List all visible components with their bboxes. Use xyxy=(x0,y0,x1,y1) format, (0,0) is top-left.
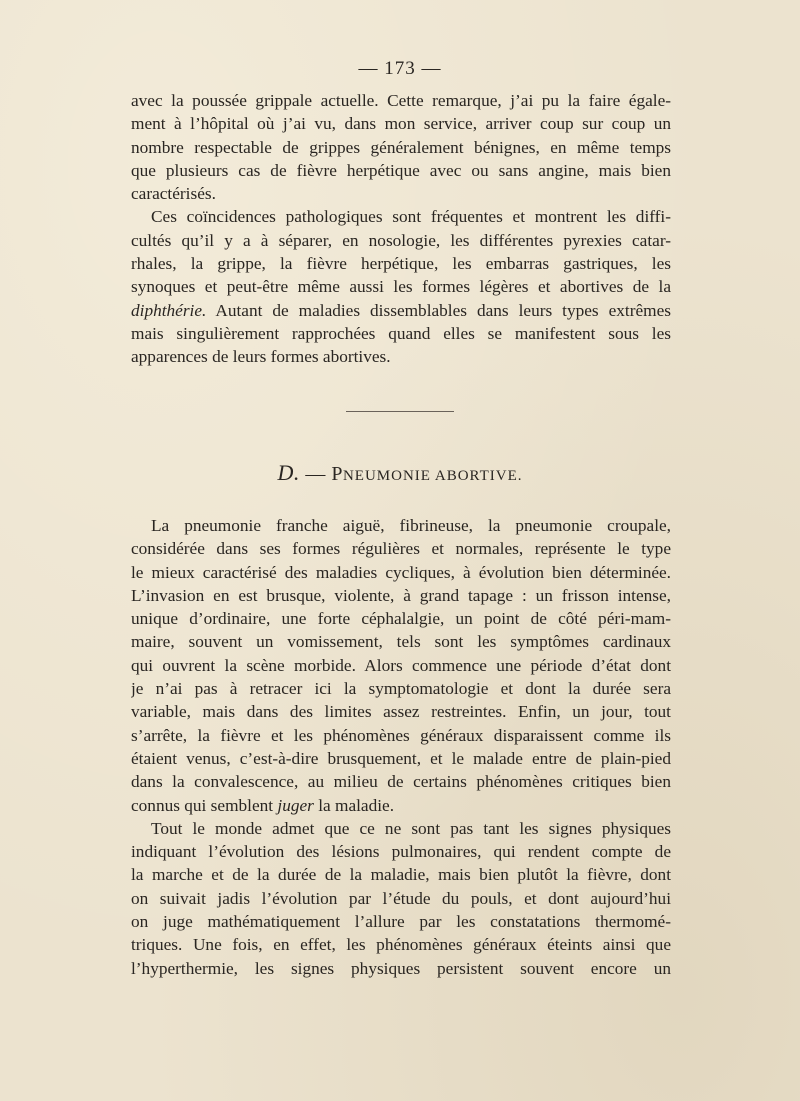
text-line: Tout le monde admet que ce ne sont pas tant les signes physiques xyxy=(151,818,671,838)
text-line: indiquant l’évolution des lésions pulmonaires, qui rendent compte de xyxy=(131,842,671,862)
text-line: unique d’ordinaire, une forte céphalalgie, un point de côté péri-mam- xyxy=(131,609,671,629)
text-fragment: connus qui semblent xyxy=(131,795,278,815)
italic-term: juger xyxy=(277,795,314,815)
text-line-mixed xyxy=(131,794,671,817)
text-line: La pneumonie franche aiguë, fibrineuse, la pneumonie croupale, xyxy=(151,516,671,535)
text-line: avec la poussée grippale actuelle. Cette remarque, j’ai pu la faire égale- xyxy=(131,91,671,110)
text-line: synoques et peut-être même aussi les formes légères et abortives de la xyxy=(131,277,671,297)
text-line: Ces coïncidences pathologiques sont fréquentes et montrent les diffi- xyxy=(151,207,671,227)
text-line: on suivait jadis l’évolution par l’étude du pouls, et dont aujourd’hui xyxy=(131,888,671,908)
text-block-top xyxy=(131,89,671,369)
paragraph-pneumonie xyxy=(131,514,671,817)
text-line: L’invasion en est brusque, violente, à grand tapage : un frisson intense, xyxy=(131,585,671,605)
text-line: caractérisés. xyxy=(131,184,216,204)
text-line: étaient venus, c’est-à-dire brusquement, et le malade entre de plain-pied xyxy=(131,748,671,768)
text-line: je n’ai pas à retracer ici la symptomatologie et dont la durée sera xyxy=(131,679,671,699)
text-line: maire, souvent un vomissement, tels sont les symptômes cardinaux xyxy=(131,632,671,652)
text-line: la marche et de la durée de la maladie, mais bien plutôt la fièvre, dont xyxy=(131,865,671,885)
paragraph-coincidences xyxy=(131,205,671,368)
text-fragment: la maladie. xyxy=(313,795,395,815)
paragraph-continuation xyxy=(131,89,671,205)
text-line: variable, mais dans des limites assez restreintes. Enfin, un jour, tout xyxy=(131,702,671,722)
text-line: s’arrête, la fièvre et les phénomènes généraux disparaissent comme ils xyxy=(131,725,671,745)
text-line: ment à l’hôpital où j’ai vu, dans mon service, arriver coup sur coup un xyxy=(131,114,671,134)
text-line: que plusieurs cas de fièvre herpétique avec ou sans angine, mais bien xyxy=(131,160,671,180)
text-line: nombre respectable de grippes généralement bénignes, en même temps xyxy=(131,137,671,157)
section-title-initial: P xyxy=(331,463,343,485)
text-line-mixed xyxy=(131,299,671,322)
text-line: cultés qu’il y a à séparer, en nosologie, les différentes pyrexies catar- xyxy=(131,230,671,250)
text-line: dans la convalescence, au milieu de certains phénomènes critiques bien xyxy=(131,772,671,792)
paragraph-tout-le-monde xyxy=(131,817,671,980)
section-letter: D. xyxy=(277,460,300,485)
italic-term: diphthérie. xyxy=(131,300,207,320)
text-line: apparences de leurs formes abortives. xyxy=(131,347,391,367)
text-fragment: Autant de maladies dissemblables dans leurs types extrêmes xyxy=(206,300,671,320)
text-line: rhales, la grippe, la fièvre herpétique, les embarras gastriques, les xyxy=(131,254,671,274)
text-line: mais singulièrement rapprochées quand elles se manifestent sous les xyxy=(131,323,671,343)
text-line: qui ouvrent la scène morbide. Alors commence une période d’état dont xyxy=(131,655,671,675)
page-number: — 173 — xyxy=(358,58,442,79)
text-line: triques. Une fois, en effet, les phénomènes généraux éteints ainsi que xyxy=(131,935,671,955)
text-block-bottom xyxy=(131,514,671,980)
section-heading xyxy=(0,460,800,486)
text-line: on juge mathématiquement l’allure par les constatations thermomé- xyxy=(131,912,671,932)
section-title-rest: NEUMONIE ABORTIVE. xyxy=(342,468,523,484)
section-dash: — xyxy=(299,463,332,485)
text-line: le mieux caractérisé des maladies cycliques, à évolution bien déterminée. xyxy=(131,562,671,582)
text-line: considérée dans ses formes régulières et normales, représente le type xyxy=(131,539,671,559)
section-divider xyxy=(346,411,454,412)
text-line: l’hyperthermie, les signes physiques persistent souvent encore un xyxy=(131,958,671,978)
